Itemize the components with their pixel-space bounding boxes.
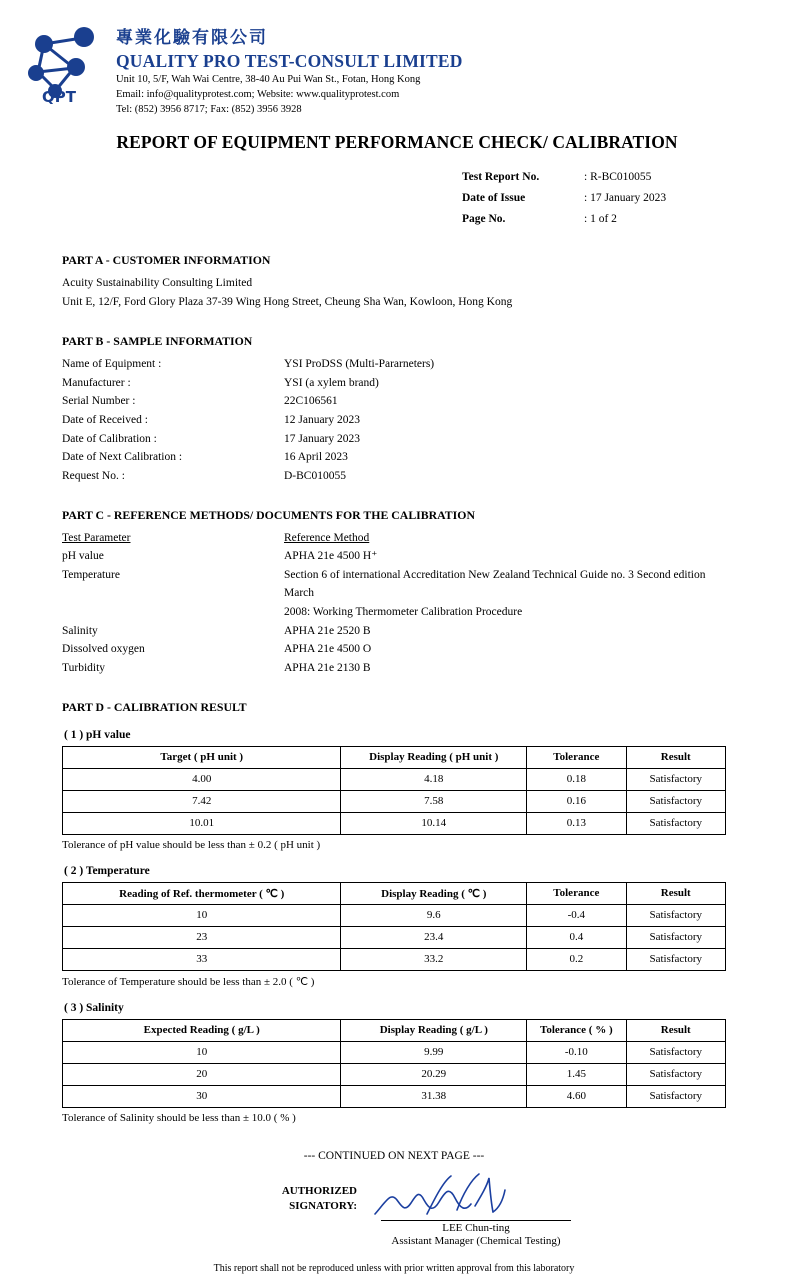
sample-info-value: 22C106561 xyxy=(284,395,338,408)
letterhead xyxy=(0,0,794,118)
cell-expected: 30 xyxy=(63,1085,341,1107)
column-header: Display Reading ( pH unit ) xyxy=(341,746,527,768)
cell-tolerance: 0.18 xyxy=(527,768,626,790)
reference-parameter: Temperature xyxy=(62,568,120,581)
reference-row xyxy=(62,547,726,566)
customer-name: Acuity Sustainability Consulting Limited xyxy=(62,276,253,289)
table-header-row xyxy=(63,1019,726,1041)
report-meta xyxy=(0,167,794,231)
meta-value: : 1 of 2 xyxy=(584,213,617,226)
sample-info-key: Manufacturer : xyxy=(62,376,131,389)
meta-label: Test Report No. xyxy=(462,170,540,183)
sample-info-key: Date of Next Calibration : xyxy=(62,451,183,464)
meta-row xyxy=(462,209,794,230)
disclaimer-text: This report shall not be reproduced unless with prior written approval from this laboratory xyxy=(213,1262,575,1274)
meta-label: Page No. xyxy=(462,213,506,226)
signature-area xyxy=(62,1170,726,1247)
authorized-signatory-line2: SIGNATORY: xyxy=(289,1200,357,1213)
salinity-tolerance-note: Tolerance of Salinity should be less than ± 10.0 ( % ) xyxy=(62,1111,296,1124)
cell-result: Satisfactory xyxy=(626,1041,725,1063)
reference-method-continued: 2008: Working Thermometer Calibration Procedure xyxy=(284,606,523,619)
section-title-ph: ( 1 ) pH value xyxy=(64,728,131,741)
sample-info-row xyxy=(62,392,726,411)
signature-icon xyxy=(371,1170,581,1220)
table-row xyxy=(63,812,726,834)
reference-parameter: Turbidity xyxy=(62,661,106,674)
cell-display: 10.14 xyxy=(341,812,527,834)
part-d-heading: PART D - CALIBRATION RESULT xyxy=(62,699,247,714)
reference-method: APHA 21e 2520 B xyxy=(284,624,371,637)
reference-row xyxy=(62,659,726,678)
cell-display: 7.58 xyxy=(341,790,527,812)
sample-info-key: Serial Number : xyxy=(62,395,136,408)
signature-block xyxy=(371,1170,581,1247)
cell-tolerance: -0.4 xyxy=(527,904,626,926)
cell-result: Satisfactory xyxy=(626,1063,725,1085)
cell-result: Satisfactory xyxy=(626,768,725,790)
sample-info-row xyxy=(62,355,726,374)
sample-info-row xyxy=(62,467,726,486)
cell-display: 20.29 xyxy=(341,1063,527,1085)
continued-notice: --- CONTINUED ON NEXT PAGE --- xyxy=(303,1149,485,1162)
cell-display: 4.18 xyxy=(341,768,527,790)
column-header: Target ( pH unit ) xyxy=(63,746,341,768)
sample-info-row xyxy=(62,411,726,430)
table-row xyxy=(63,1041,726,1063)
cell-result: Satisfactory xyxy=(626,926,725,948)
company-logo-icon xyxy=(22,24,108,106)
part-a-heading: PART A - CUSTOMER INFORMATION xyxy=(62,252,271,267)
part-c-heading: PART C - REFERENCE METHODS/ DOCUMENTS FOR THE CALIBRATION xyxy=(62,507,475,522)
company-phone-fax: Tel: (852) 3956 8717; Fax: (852) 3956 3928 xyxy=(116,103,302,115)
column-header: Display Reading ( g/L ) xyxy=(341,1019,527,1041)
meta-value: : 17 January 2023 xyxy=(584,191,667,204)
reference-table-header xyxy=(62,529,726,548)
table-row xyxy=(63,1085,726,1107)
temperature-tolerance-note: Tolerance of Temperature should be less than ± 2.0 ( ℃ ) xyxy=(62,975,315,988)
company-email-website: Email: info@qualityprotest.com; Website: www.qualityprotest.com xyxy=(116,88,400,100)
column-header: Result xyxy=(626,746,725,768)
salinity-table xyxy=(62,1019,726,1108)
table-row xyxy=(63,768,726,790)
table-row xyxy=(63,1063,726,1085)
reference-method: APHA 21e 4500 O xyxy=(284,643,372,656)
cell-display: 9.6 xyxy=(341,904,527,926)
authorized-signatory-line1: AUTHORIZED xyxy=(281,1184,357,1197)
page-title: REPORT OF EQUIPMENT PERFORMANCE CHECK/ CALIBRATION xyxy=(116,131,678,152)
meta-row xyxy=(462,188,794,209)
authorized-signatory-label xyxy=(207,1170,357,1216)
column-header: Expected Reading ( g/L ) xyxy=(63,1019,341,1041)
cell-result: Satisfactory xyxy=(626,812,725,834)
signatory-role: Assistant Manager (Chemical Testing) xyxy=(391,1234,561,1247)
cell-tolerance: 1.45 xyxy=(527,1063,626,1085)
sample-info-value: YSI ProDSS (Multi-Pararneters) xyxy=(284,358,435,371)
cell-result: Satisfactory xyxy=(626,904,725,926)
sample-info-key: Name of Equipment : xyxy=(62,358,162,371)
column-header: Display Reading ( ℃ ) xyxy=(341,882,527,904)
reference-row xyxy=(62,640,726,659)
ph-tolerance-note: Tolerance of pH value should be less than ± 0.2 ( pH unit ) xyxy=(62,838,321,851)
section-title-temperature: ( 2 ) Temperature xyxy=(64,864,150,877)
cell-display: 33.2 xyxy=(341,948,527,970)
part-b-heading: PART B - SAMPLE INFORMATION xyxy=(62,334,253,349)
sample-info-value: 16 April 2023 xyxy=(284,451,348,464)
cell-expected: 10 xyxy=(63,1041,341,1063)
meta-value: : R-BC010055 xyxy=(584,170,652,183)
sample-info-key: Request No. : xyxy=(62,469,125,482)
reference-parameter: Dissolved oxygen xyxy=(62,643,145,656)
column-header: Reading of Ref. thermometer ( ℃ ) xyxy=(63,882,341,904)
reference-row xyxy=(62,566,726,603)
cell-target: 4.00 xyxy=(63,768,341,790)
sample-info-value: 12 January 2023 xyxy=(284,414,361,427)
column-header: Result xyxy=(626,882,725,904)
svg-text:QPT: QPT xyxy=(42,88,76,106)
table-header-row xyxy=(63,746,726,768)
sample-info-key: Date of Calibration : xyxy=(62,432,157,445)
table-header-row xyxy=(63,882,726,904)
section-title-salinity: ( 3 ) Salinity xyxy=(64,1001,124,1014)
sample-info-row xyxy=(62,448,726,467)
company-address: Unit 10, 5/F, Wah Wai Centre, 38-40 Au Pui Wan St., Fotan, Hong Kong xyxy=(116,74,421,85)
cell-display: 23.4 xyxy=(341,926,527,948)
cell-tolerance: 0.2 xyxy=(527,948,626,970)
sample-info-value: D-BC010055 xyxy=(284,469,346,482)
cell-reference: 33 xyxy=(63,948,341,970)
reference-method: APHA 21e 2130 B xyxy=(284,661,371,674)
sample-info-value: YSI (a xylem brand) xyxy=(284,376,379,389)
table-row xyxy=(63,790,726,812)
temperature-table xyxy=(62,882,726,971)
cell-tolerance: -0.10 xyxy=(527,1041,626,1063)
column-header: Tolerance xyxy=(527,882,626,904)
signatory-name: LEE Chun-ting xyxy=(381,1220,571,1234)
report-body xyxy=(0,253,794,1274)
table-row xyxy=(63,904,726,926)
column-header: Tolerance xyxy=(527,746,626,768)
cell-tolerance: 4.60 xyxy=(527,1085,626,1107)
cell-reference: 10 xyxy=(63,904,341,926)
customer-address: Unit E, 12/F, Ford Glory Plaza 37-39 Wing Hong Street, Cheung Sha Wan, Kowloon, Hong Kong xyxy=(62,295,513,308)
cell-target: 7.42 xyxy=(63,790,341,812)
reference-method: Section 6 of international Accreditation New Zealand Technical Guide no. 3 Second edition March xyxy=(284,568,706,600)
cell-tolerance: 0.16 xyxy=(527,790,626,812)
ph-value-table xyxy=(62,746,726,835)
company-name-chinese: 專業化驗有限公司 xyxy=(116,28,268,48)
sample-info-row xyxy=(62,374,726,393)
cell-display: 9.99 xyxy=(341,1041,527,1063)
sample-info-row xyxy=(62,430,726,449)
reference-col-parameter: Test Parameter xyxy=(62,531,131,544)
cell-target: 10.01 xyxy=(63,812,341,834)
table-row xyxy=(63,926,726,948)
table-row xyxy=(63,948,726,970)
sample-information-list xyxy=(62,355,726,485)
reference-parameter: pH value xyxy=(62,550,104,563)
sample-info-key: Date of Received : xyxy=(62,414,148,427)
reference-method: APHA 21e 4500 H⁺ xyxy=(284,550,378,563)
meta-label: Date of Issue xyxy=(462,191,526,204)
cell-result: Satisfactory xyxy=(626,1085,725,1107)
cell-tolerance: 0.4 xyxy=(527,926,626,948)
reference-col-method: Reference Method xyxy=(284,531,370,544)
meta-row xyxy=(462,167,794,188)
cell-result: Satisfactory xyxy=(626,790,725,812)
column-header: Result xyxy=(626,1019,725,1041)
cell-tolerance: 0.13 xyxy=(527,812,626,834)
cell-result: Satisfactory xyxy=(626,948,725,970)
cell-reference: 23 xyxy=(63,926,341,948)
column-header: Tolerance ( % ) xyxy=(527,1019,626,1041)
letterhead-text xyxy=(116,24,463,118)
sample-info-value: 17 January 2023 xyxy=(284,432,361,445)
cell-expected: 20 xyxy=(63,1063,341,1085)
reference-row xyxy=(62,622,726,641)
reference-parameter: Salinity xyxy=(62,624,98,637)
company-name-english: QUALITY PRO TEST-CONSULT LIMITED xyxy=(116,51,463,72)
cell-display: 31.38 xyxy=(341,1085,527,1107)
